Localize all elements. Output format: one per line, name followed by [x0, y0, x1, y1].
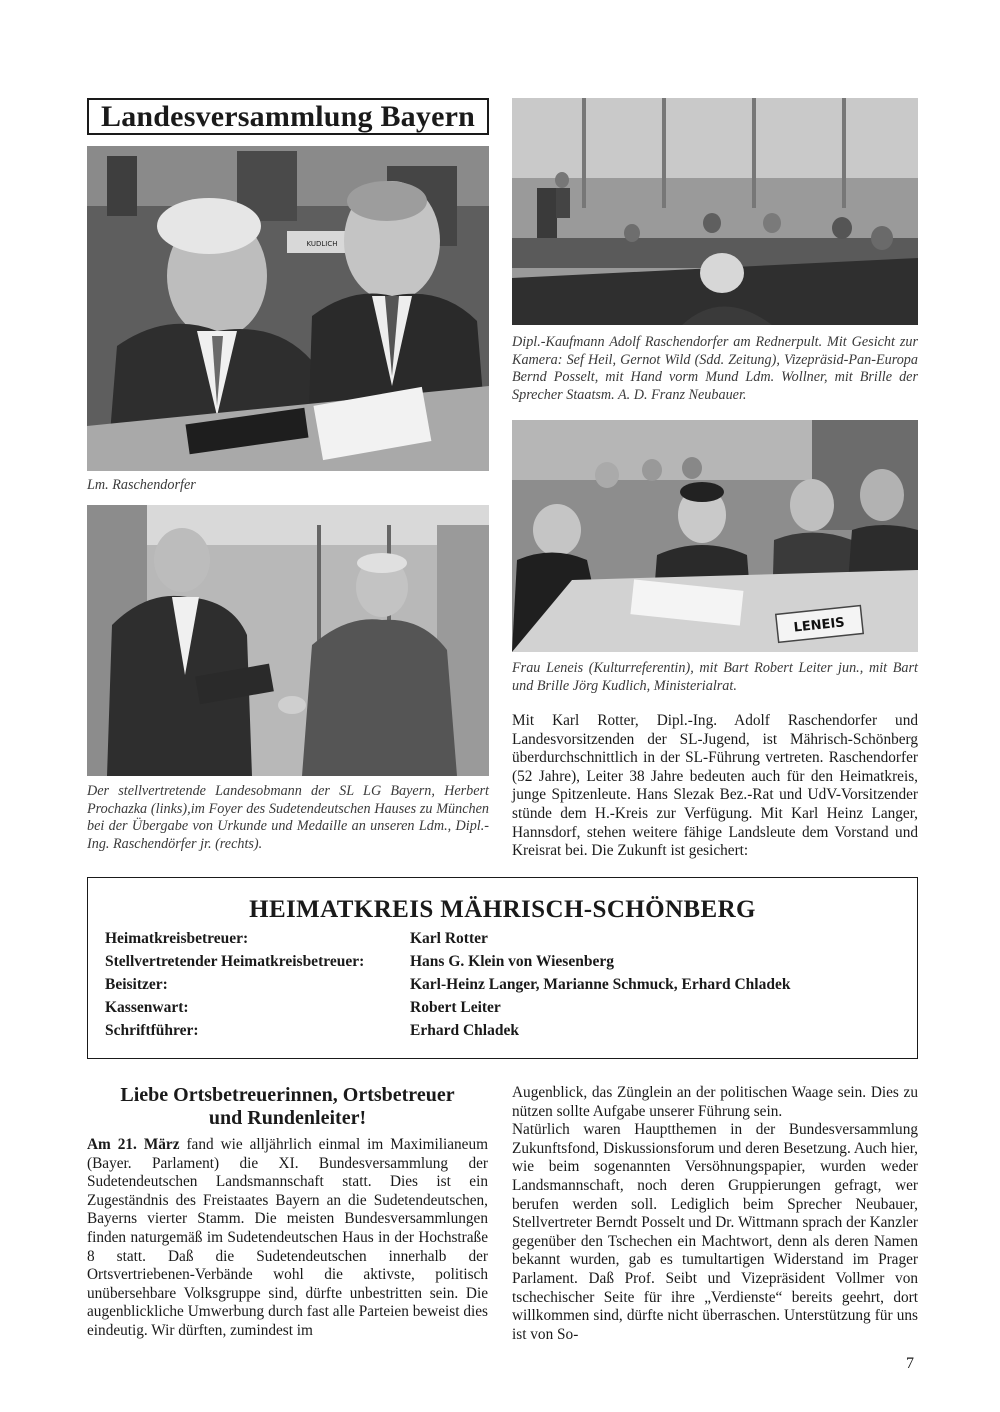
- heimatkreis-role: Beisitzer:: [105, 976, 168, 993]
- photo-raschendorfer: [87, 146, 489, 471]
- letter-column-1-text: fand wie alljährlich einmal im Maximilianeum (Bayer. Parlament) die XI. Bundesversammlung der Sudetendeutschen Landsmannschaft statt. Dies ist ein Zugeständnis des Freistaates Bayern an die Sudetendeutschen, Bayerns vierter Stamm. Die meisten Bundesversammlungen finden naturgemäß im Sudetendeutschen Haus in der Hochstraße 8 statt. Daß die Sudetendeutschen innerhalb der Ortsvertriebenen-Verbände wohl die aktivste, politisch unübersehbare Volksgruppe sind, dürfte unbestritten sein. Die augenblickliche Umwerbung durch fast alle Parteien beweist dies eindeutig. Wir dürften, zumindest im: [87, 1136, 488, 1339]
- letter-date: Am 21. März: [87, 1136, 180, 1153]
- letter-heading: [87, 1084, 488, 1130]
- letter-column-2-p2: Natürlich waren Hauptthemen in der Bundesversammlung Zukunftsfond, Diskussionsforum und deren Besetzung. Auch hier, wie beim sogenannten Versöhnungspapier, wurden weder Landsmannschaft, noch deren Gruppierungen gefragt, wer berufen werden soll. Lediglich beim Sprecher Neubauer, Stellvertreter Berndt Posselt und Dr. Wittmann sprach der Kanzler gegenüber den Tschechen ein Machtwort, denn als deren Namen bekannt wurden, gab es tumultartigen Widerstand im Prager Parlament. Daß Prof. Seibt und Vizepräsident Vollmer von tschechischer Seite für ihre „Verdienste“ bereits geehrt, dort willkommen sind, dürfte nicht überraschen. Unterstützung für uns ist von So-: [512, 1121, 918, 1343]
- letter-column-2: [512, 1084, 918, 1344]
- photo-caption-leneis: Frau Leneis (Kulturreferentin), mit Bart Robert Leiter jun., mit Bart und Brille Jörg Kudlich, Ministerialrat.: [512, 660, 918, 694]
- photo-caption-rednerpult: Dipl.-Kaufmann Adolf Raschendorfer am Rednerpult. Mit Gesicht zur Kamera: Sef Heil, Gernot Wild (Sdd. Zeitung), Vizepräsid-Pan-Europa Bernd Posselt, mit Hand vorm Mund Ldm. Wollner, mit Brille der Sprecher Staatsm. A. D. Franz Neubauer.: [512, 334, 918, 403]
- heimatkreis-title: HEIMATKREIS MÄHRISCH-SCHÖNBERG: [249, 896, 756, 923]
- heimatkreis-name: Erhard Chladek: [410, 1022, 519, 1039]
- photo-leneis: [512, 420, 918, 652]
- letter-heading-line2: und Rundenleiter!: [208, 1107, 367, 1129]
- kudlich-sign: KUDLICH: [306, 240, 338, 248]
- heimatkreis-name: Hans G. Klein von Wiesenberg: [410, 953, 614, 970]
- heimatkreis-role: Stellvertretender Heimatkreisbetreuer:: [105, 953, 365, 970]
- heimatkreis-name: Robert Leiter: [410, 999, 501, 1016]
- heimatkreis-name: Karl Rotter: [410, 930, 488, 947]
- photo-rednerpult: [512, 98, 918, 325]
- heimatkreis-role: Kassenwart:: [105, 999, 189, 1016]
- page-number: 7: [906, 1355, 914, 1372]
- heimatkreis-role: Schriftführer:: [105, 1022, 199, 1039]
- heimatkreis-name: Karl-Heinz Langer, Marianne Schmuck, Erhard Chladek: [410, 976, 791, 993]
- heimatkreis-box: [87, 877, 918, 1059]
- photo-uebergabe: [87, 505, 489, 776]
- photo-caption-raschendorfer: Lm. Raschendorfer: [87, 477, 196, 493]
- leneis-sign: LENEIS: [792, 615, 846, 636]
- letter-column-2-p1: Augenblick, das Zünglein an der politischen Waage sein. Dies zu nützen sollte Aufgabe unserer Führung sein.: [512, 1084, 918, 1120]
- page-title: [87, 98, 489, 135]
- letter-heading-line1: Liebe Ortsbetreuerinnen, Ortsbetreuer: [120, 1084, 455, 1106]
- page-title-text: Landesversammlung Bayern: [101, 100, 475, 133]
- article-paragraph: Mit Karl Rotter, Dipl.-Ing. Adolf Raschendorfer und Landesvorsitzenden der SL-Jugend, ist Mährisch-Schönberg überdurchschnittlich in der SL-Führung vertreten. Raschendorfer (52 Jahre), Leiter 38 Jahre bedeuten auch für den Heimatkreis, junge Spitzenleute. Hans Slezak Bez.-Rat und UdV-Vorsitzender stünde dem H.-Kreis zur Verfügung. Mit Karl Heinz Langer, Hannsdorf, stehen weitere fähige Landsleute dem Vorstand und Kreisrat bei. Die Zukunft ist gesichert:: [512, 712, 918, 860]
- letter-column-1: [87, 1136, 488, 1341]
- heimatkreis-role: Heimatkreisbetreuer:: [105, 930, 249, 947]
- photo-caption-uebergabe: Der stellvertretende Landesobmann der SL LG Bayern, Herbert Prochazka (links),im Foyer des Sudetendeutschen Hauses zu München bei der Übergabe von Urkunde und Medaille an unseren Ldm., Dipl.-Ing. Raschendörfer jr. (rechts).: [87, 783, 489, 852]
